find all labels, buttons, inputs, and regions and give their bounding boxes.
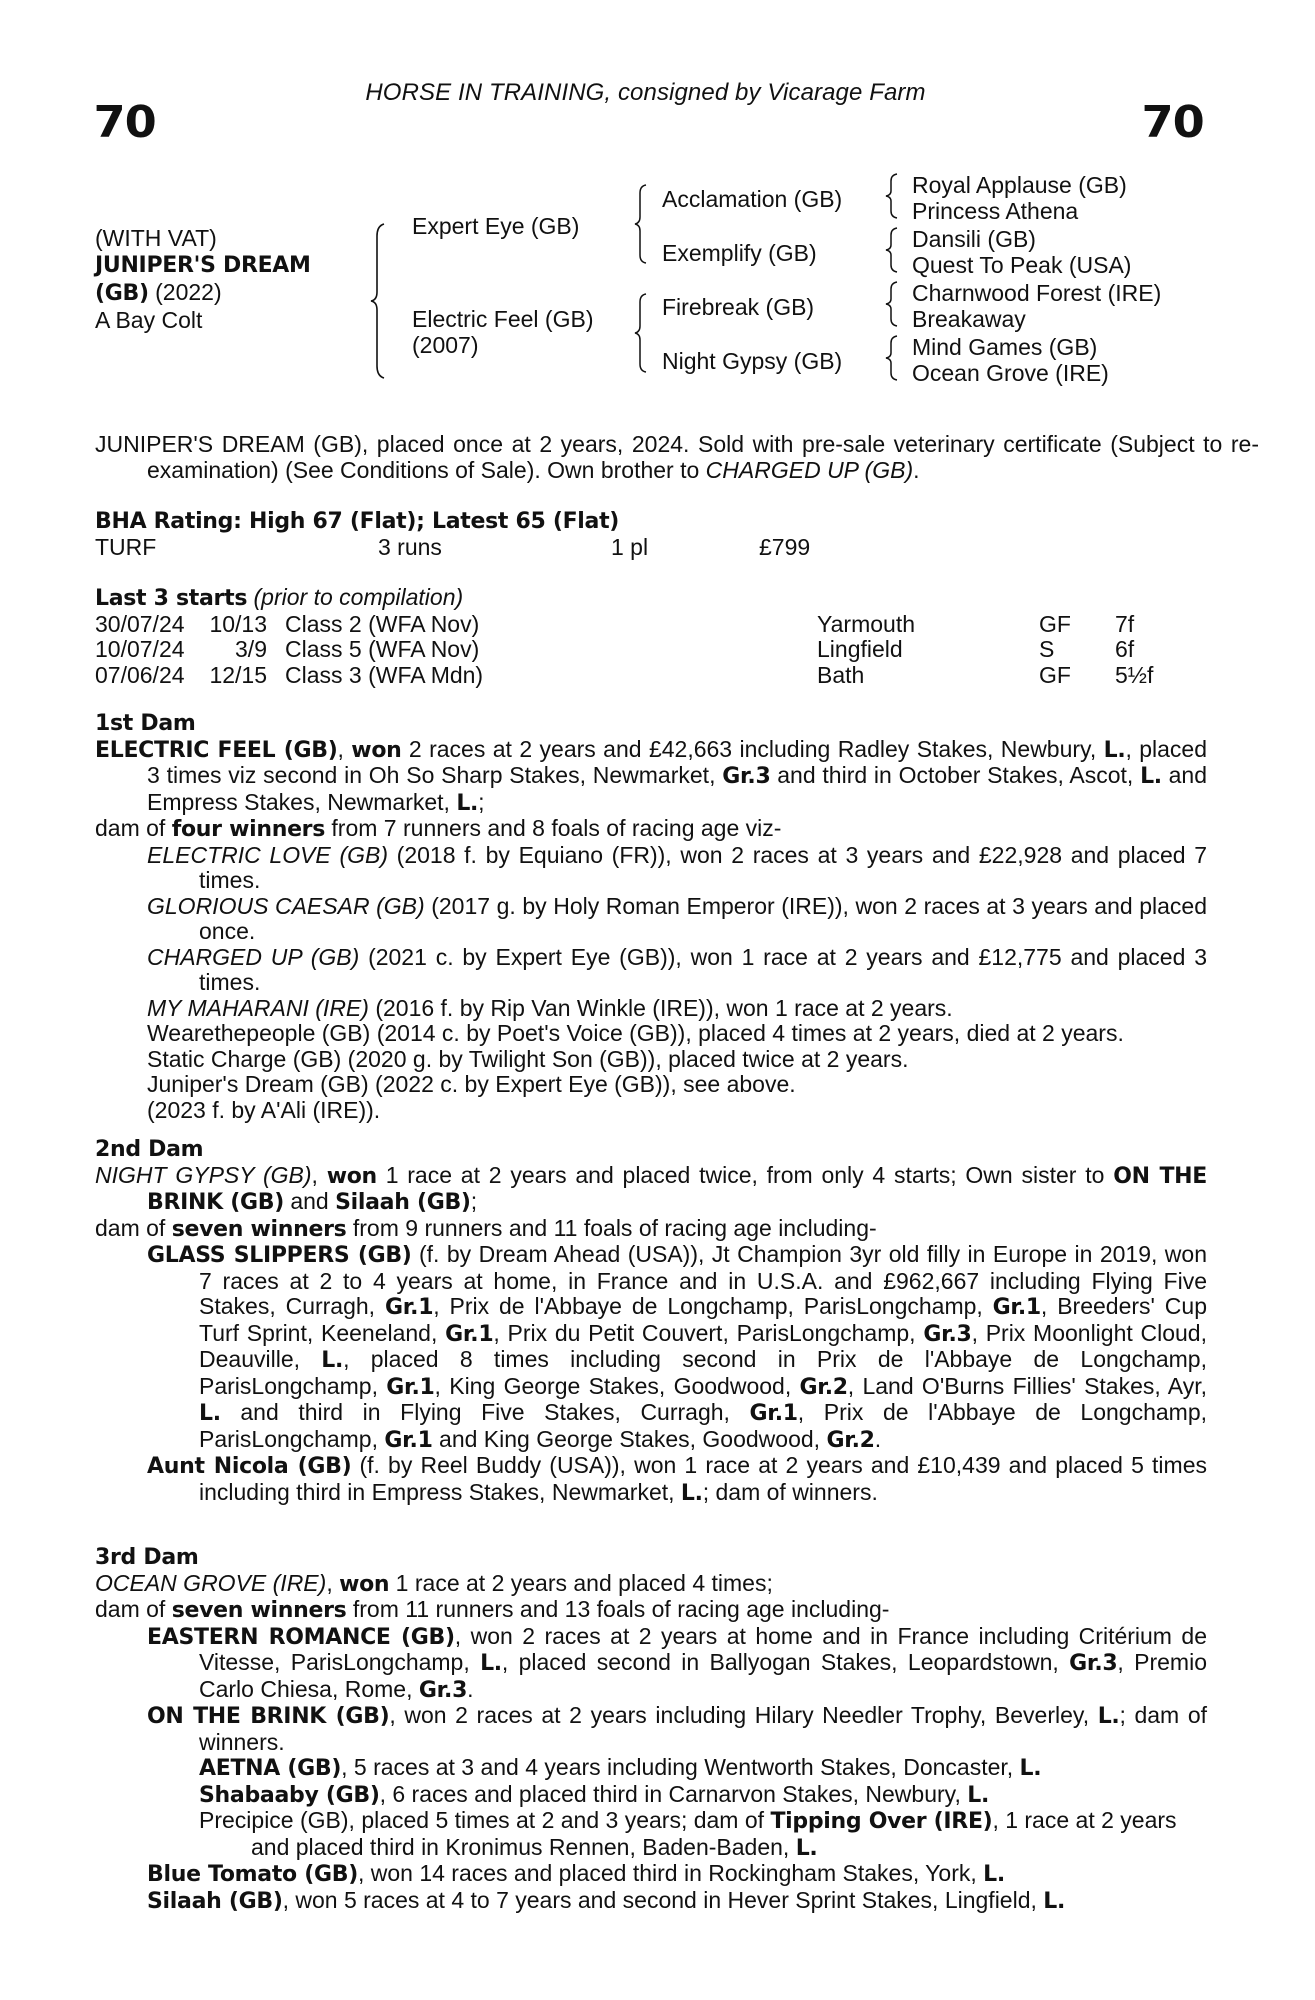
horse-identity	[95, 225, 311, 334]
start-pos: 10/13	[209, 610, 267, 637]
produce-details: (2021 c. by Expert Eye (GB)), won 1 race at 2 years and £12,775 and placed 3 times.	[199, 943, 1207, 995]
pedigree-gp-1: Acclamation (GB)	[662, 186, 843, 212]
third-dam-section	[95, 1545, 1207, 1914]
start-race: Class 5 (WFA Nov)	[285, 636, 480, 662]
start-course: Bath	[817, 661, 865, 688]
pedigree-ggp-8: Ocean Grove (IRE)	[912, 360, 1109, 386]
produce-glass-slippers: GLASS SLIPPERS (GB) (f. by Dream Ahead (USA)), Jt Champion 3yr old filly in Europe in 2019, won 7 races at 2 to 4 years at home, in France and in U.S.A. and £962,667 including Flying Five Stakes, Curragh, Gr.1, Prix de l'Abbaye de Longchamp, ParisLongchamp, Gr.1, Breeders' Cup Turf Sprint, Keeneland, Gr.1, Prix du Petit Couvert, ParisLongchamp, Gr.3, Prix Moonlight Cloud, Deauville, L., placed 8 times including second in Prix de l'Abbaye de Longchamp, ParisLongchamp, Gr.1, King George Stakes, Goodwood, Gr.2, Land O'Burns Fillies' Stakes, Ayr, L. and third in Flying Five Stakes, Curragh, Gr.1, Prix de l'Abbaye de Longchamp, ParisLongchamp, Gr.1 and King George Stakes, Goodwood, Gr.2.	[147, 1241, 1208, 1453]
pedigree-brace-ggp-4	[885, 334, 899, 382]
produce-shabaaby: Shabaaby (GB), 6 races and placed third in Carnarvon Stakes, Newbury, L.	[199, 1780, 990, 1808]
produce-item	[95, 894, 1207, 945]
third-dam-heading: 3rd Dam	[95, 1545, 199, 1570]
catalogue-header: HORSE IN TRAINING, consigned by Vicarage Farm	[365, 79, 926, 106]
rating-placed: 1 pl	[611, 533, 649, 560]
produce-aetna: AETNA (GB), 5 races at 3 and 4 years including Wentworth Stakes, Doncaster, L.	[199, 1754, 1042, 1781]
pedigree-brace-sire	[634, 183, 648, 265]
first-dam-section	[95, 711, 1207, 1123]
second-dam-produce-summary: dam of seven winners from 9 runners and 11 foals of racing age including-	[95, 1214, 877, 1242]
produce-name: MY MAHARANI (IRE)	[147, 994, 369, 1021]
produce-item	[95, 1072, 1207, 1098]
start-going: S	[1039, 636, 1055, 662]
produce-details: (2018 f. by Equiano (FR)), won 2 races at 3 years and £22,928 and placed 7 times.	[199, 841, 1207, 893]
summary-text: JUNIPER'S DREAM (GB), placed once at 2 years, 2024. Sold with pre-sale veterinary certificate (Subject to re-examination) (See Conditions of Sale). Own brother to	[95, 431, 1259, 483]
lot-number-right: 70	[1141, 97, 1204, 148]
pedigree-brace-dam	[634, 292, 648, 374]
rating-section	[95, 509, 1207, 560]
produce-aunt-nicola: Aunt Nicola (GB) (f. by Reel Buddy (USA)), won 1 race at 2 years and £10,439 and placed 5 times including third in Empress Stakes, Newmarket, L.; dam of winners.	[147, 1452, 1207, 1506]
pedigree-ggp-2: Princess Athena	[912, 198, 1079, 224]
horse-origin: (GB)	[95, 281, 149, 306]
second-dam-section	[95, 1137, 1207, 1506]
start-going: GF	[1039, 661, 1071, 688]
pedigree-brace-ggp-2	[885, 226, 899, 274]
start-race: Class 2 (WFA Nov)	[285, 610, 480, 637]
start-going: GF	[1039, 610, 1071, 637]
start-dist: 7f	[1115, 610, 1135, 637]
last-starts-note: (prior to compilation)	[253, 584, 464, 610]
last-start-row	[95, 637, 1207, 663]
produce-details: (2022 c. by Expert Eye (GB)), see above.	[368, 1071, 796, 1097]
pedigree-ggp-1: Royal Applause (GB)	[912, 172, 1127, 198]
second-dam-record: NIGHT GYPSY (GB), won 1 race at 2 years and placed twice, from only 4 starts; Own sister to ON THE BRINK (GB) and Silaah (GB);	[95, 1161, 1208, 1215]
start-date: 10/07/24	[95, 636, 185, 662]
start-dist: 5½f	[1115, 661, 1154, 688]
produce-name: ELECTRIC LOVE (GB)	[147, 841, 388, 868]
start-pos: 3/9	[235, 636, 267, 662]
produce-details: (2016 f. by Rip Van Winkle (IRE)), won 1 race at 2 years.	[368, 994, 953, 1021]
produce-name: CHARGED UP (GB)	[147, 943, 360, 970]
first-dam-record: ELECTRIC FEEL (GB), won 2 races at 2 years and £42,663 including Radley Stakes, Newbury, L., placed 3 times viz second in Oh So Sharp Stakes, Newmarket, Gr.3 and third in October Stakes, Ascot, L. and Empress Stakes, Newmarket, L.;	[95, 735, 1208, 816]
pedigree-brace-ggp-1	[885, 172, 899, 220]
last-starts-table	[95, 612, 1207, 689]
produce-silaah: Silaah (GB), won 5 races at 4 to 7 years and second in Hever Sprint Stakes, Lingfield, L.	[147, 1886, 1066, 1914]
produce-details: (2017 g. by Holy Roman Emperor (IRE)), won 2 races at 3 years and placed once.	[199, 892, 1207, 944]
produce-item	[95, 1047, 1207, 1073]
produce-details: (2023 f. by A'Ali (IRE)).	[147, 1096, 381, 1123]
horse-year: (2022)	[155, 279, 222, 305]
start-race: Class 3 (WFA Mdn)	[285, 661, 484, 688]
start-date: 30/07/24	[95, 610, 185, 637]
start-dist: 6f	[1115, 636, 1135, 662]
produce-on-the-brink: ON THE BRINK (GB), won 2 races at 2 years including Hilary Needler Trophy, Beverley, L.; dam of winners.	[147, 1702, 1207, 1755]
first-dam-heading: 1st Dam	[95, 711, 196, 736]
pedigree-ggp-3: Dansili (GB)	[912, 226, 1036, 252]
pedigree-ggp-5: Charnwood Forest (IRE)	[912, 280, 1162, 306]
first-dam-produce-summary: dam of four winners from 7 runners and 8 foals of racing age viz-	[95, 815, 782, 842]
pedigree-brace-ggp-3	[885, 280, 899, 328]
last-starts-heading: Last 3 starts	[95, 586, 248, 611]
third-dam-record: OCEAN GROVE (IRE), won 1 race at 2 years and placed 4 times;	[95, 1569, 773, 1597]
first-dam-produce-list	[95, 843, 1207, 1124]
second-dam-heading: 2nd Dam	[95, 1137, 204, 1162]
pedigree-ggp-6: Breakaway	[912, 306, 1026, 332]
pedigree-sire: Expert Eye (GB)	[412, 213, 580, 239]
produce-precipice: Precipice (GB), placed 5 times at 2 and 3 years; dam of Tipping Over (IRE), 1 race at 2 years and placed third in Kronimus Rennen, Baden-Baden, L.	[199, 1807, 1177, 1861]
produce-details: (2020 g. by Twilight Son (GB)), placed twice at 2 years.	[341, 1045, 909, 1072]
rating-surface: TURF	[95, 533, 157, 560]
summary-brother: CHARGED UP (GB)	[705, 456, 914, 483]
pedigree-ggp-4: Quest To Peak (USA)	[912, 252, 1132, 278]
summary-end: .	[913, 456, 920, 483]
pedigree-dam-year: (2007)	[412, 332, 479, 358]
produce-name: GLORIOUS CAESAR (GB)	[147, 892, 425, 919]
pedigree-gp-2: Exemplify (GB)	[662, 240, 817, 266]
produce-blue-tomato: Blue Tomato (GB), won 14 races and placed third in Rockingham Stakes, York, L.	[147, 1860, 1005, 1887]
produce-eastern-romance: EASTERN ROMANCE (GB), won 2 races at 2 years at home and in France including Critérium de Vitesse, ParisLongchamp, L., placed second in Ballyogan Stakes, Leopardstown, Gr.3, Premio Carlo Chiesa, Rome, Gr.3.	[147, 1622, 1207, 1703]
start-date: 07/06/24	[95, 661, 185, 688]
lot-number-left: 70	[93, 97, 156, 148]
produce-name: Juniper's Dream (GB)	[147, 1071, 369, 1097]
rating-heading: BHA Rating: High 67 (Flat); Latest 65 (Flat)	[95, 509, 620, 534]
third-dam-produce-summary: dam of seven winners from 11 runners and 13 foals of racing age including-	[95, 1596, 890, 1623]
pedigree-ggp-7: Mind Games (GB)	[912, 334, 1098, 360]
produce-item	[95, 1021, 1207, 1047]
produce-item	[95, 843, 1207, 894]
rating-row	[95, 535, 1207, 561]
produce-name: Wearethepeople (GB)	[147, 1020, 371, 1046]
last-start-row	[95, 612, 1207, 638]
start-course: Yarmouth	[817, 610, 916, 637]
horse-name: JUNIPER'S DREAM	[95, 253, 311, 278]
pedigree-gp-3: Firebreak (GB)	[662, 294, 815, 320]
rating-earnings: £799	[759, 533, 811, 560]
start-pos: 12/15	[209, 661, 267, 688]
horse-description: A Bay Colt	[95, 307, 203, 333]
produce-name: Static Charge (GB)	[147, 1045, 342, 1072]
produce-item	[95, 945, 1207, 996]
produce-details: (2014 c. by Poet's Voice (GB)), placed 4 times at 2 years, died at 2 years.	[370, 1020, 1124, 1046]
pedigree-dam: Electric Feel (GB)	[412, 306, 594, 332]
last-starts-section	[95, 585, 1207, 688]
pedigree-gp-4: Night Gypsy (GB)	[662, 348, 843, 374]
produce-item	[95, 1098, 1207, 1124]
produce-item	[95, 996, 1207, 1022]
last-start-row	[95, 663, 1207, 689]
horse-summary	[95, 432, 1259, 483]
rating-runs: 3 runs	[378, 533, 442, 560]
vat-note: (WITH VAT)	[95, 225, 217, 251]
pedigree-brace-main	[370, 222, 386, 380]
start-course: Lingfield	[817, 636, 903, 662]
